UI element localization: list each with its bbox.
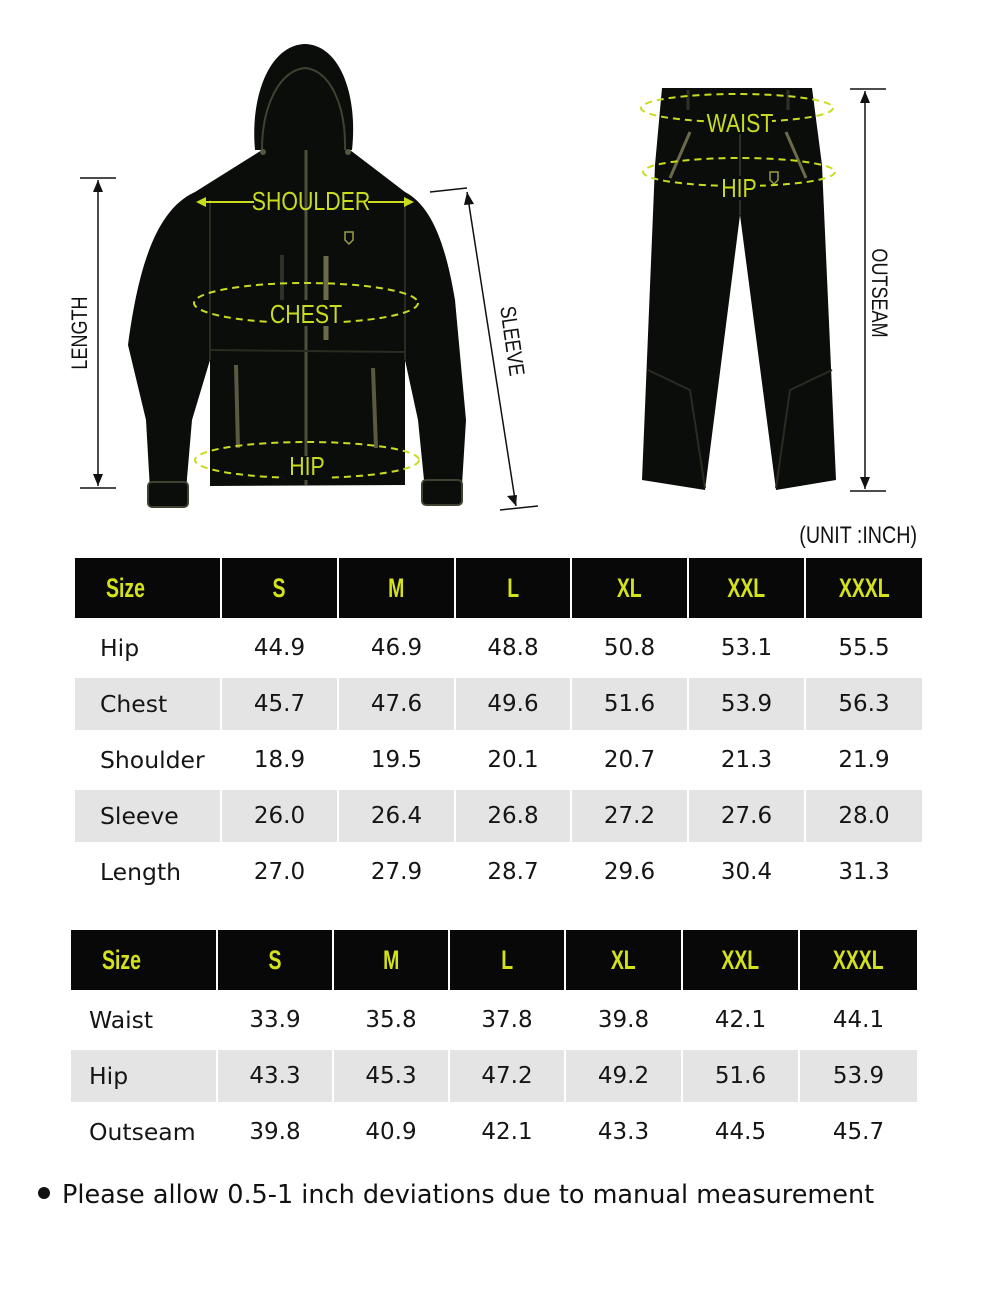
jacket-illustration [128, 44, 466, 507]
pants-size-table [71, 930, 917, 1158]
length-label: LENGTH [68, 296, 93, 370]
table-cell: 47.6 [339, 678, 456, 730]
header-cell: M [339, 558, 456, 618]
row-label: Length [75, 846, 222, 898]
row-label: Chest [75, 678, 222, 730]
table-cell: 30.4 [689, 846, 806, 898]
table-cell: 49.6 [456, 678, 572, 730]
header-cell: Size [71, 930, 218, 990]
table-cell: 44.5 [683, 1106, 800, 1158]
header-cell: XL [572, 558, 689, 618]
table-row [75, 846, 922, 898]
table-cell: 39.8 [566, 994, 683, 1046]
jacket-size-table [75, 558, 922, 898]
header-cell: S [218, 930, 334, 990]
garment-diagram [0, 0, 1000, 530]
table-cell: 46.9 [339, 622, 456, 674]
table-cell: 26.0 [222, 790, 339, 842]
row-label: Sleeve [75, 790, 222, 842]
unit-label: (UNIT :INCH) [799, 522, 917, 549]
table-cell: 29.6 [572, 846, 689, 898]
table-cell: 19.5 [339, 734, 456, 786]
table-row [71, 1050, 917, 1102]
table-cell: 27.0 [222, 846, 339, 898]
table-cell: 55.5 [838, 635, 890, 661]
note-text: Please allow 0.5-1 inch deviations due to manual measurement [62, 1180, 875, 1210]
table-cell: 39.8 [218, 1106, 334, 1158]
table-row [71, 994, 917, 1046]
jacket-hip-label: HIP [289, 452, 325, 482]
sleeve-label: SLEEVE [494, 304, 529, 378]
table-cell: 50.8 [572, 622, 689, 674]
waist-label: WAIST [706, 109, 774, 139]
table-cell: 43.3 [218, 1050, 334, 1102]
header-cell: L [456, 558, 572, 618]
table-cell: 27.6 [689, 790, 806, 842]
row-label: Waist [71, 994, 218, 1046]
pants-header-row [71, 930, 917, 990]
table-cell: 40.9 [334, 1106, 450, 1158]
table-cell: 44.9 [222, 622, 339, 674]
table-cell: 33.9 [218, 994, 334, 1046]
table-cell: 42.1 [450, 1106, 566, 1158]
table-row [75, 790, 922, 842]
table-cell: 27.9 [339, 846, 456, 898]
length-guide [68, 178, 116, 488]
measurement-note [38, 1180, 874, 1210]
header-cell: XXL [683, 930, 800, 990]
table-cell: 45.3 [334, 1050, 450, 1102]
header-cell: XXXL [806, 558, 922, 618]
header-cell: S [222, 558, 339, 618]
table-row [71, 1106, 917, 1158]
table-cell: 51.6 [683, 1050, 800, 1102]
table-cell: 45.7 [222, 678, 339, 730]
header-cell: XXXL [800, 930, 917, 990]
table-cell: 20.1 [456, 734, 572, 786]
table-cell: 49.2 [566, 1050, 683, 1102]
row-label: Shoulder [75, 734, 222, 786]
table-cell: 21.9 [838, 747, 890, 773]
table-cell: 53.1 [689, 622, 806, 674]
header-cell: L [450, 930, 566, 990]
table-cell: 56.3 [806, 678, 922, 730]
table-cell: 48.8 [456, 622, 572, 674]
table-cell: 45.7 [832, 1119, 885, 1145]
table-cell: 28.7 [456, 846, 572, 898]
table-cell: 53.9 [800, 1050, 917, 1102]
table-cell: 26.4 [339, 790, 456, 842]
row-label: Hip [75, 622, 222, 674]
table-cell: 35.8 [334, 994, 450, 1046]
outseam-guide [850, 89, 891, 491]
outseam-label: OUTSEAM [866, 248, 891, 338]
header-cell: M [334, 930, 450, 990]
table-cell: 42.1 [683, 994, 800, 1046]
table-cell: 37.8 [450, 994, 566, 1046]
table-cell: 44.1 [832, 1007, 885, 1033]
table-cell: 28.0 [806, 790, 922, 842]
table-cell: 27.2 [572, 790, 689, 842]
table-cell: 18.9 [222, 734, 339, 786]
pants-hip-label: HIP [721, 174, 757, 204]
table-cell: 31.3 [838, 859, 890, 885]
table-cell: 43.3 [566, 1106, 683, 1158]
chest-label: CHEST [269, 300, 343, 330]
table-cell: 26.8 [456, 790, 572, 842]
table-row [75, 734, 922, 786]
table-row [75, 678, 922, 730]
table-cell: 20.7 [572, 734, 689, 786]
table-cell: 47.2 [450, 1050, 566, 1102]
header-cell: XL [566, 930, 683, 990]
table-cell: 51.6 [572, 678, 689, 730]
table-cell: 53.9 [689, 678, 806, 730]
row-label: Outseam [71, 1106, 218, 1158]
jacket-header-row [75, 558, 922, 618]
table-row [75, 622, 922, 674]
bullet-icon [38, 1187, 50, 1199]
table-cell: 21.3 [689, 734, 806, 786]
shoulder-label: SHOULDER [251, 187, 371, 217]
header-cell: XXL [689, 558, 806, 618]
header-cell: Size [75, 558, 222, 618]
pants-illustration [642, 88, 836, 490]
row-label: Hip [71, 1050, 218, 1102]
